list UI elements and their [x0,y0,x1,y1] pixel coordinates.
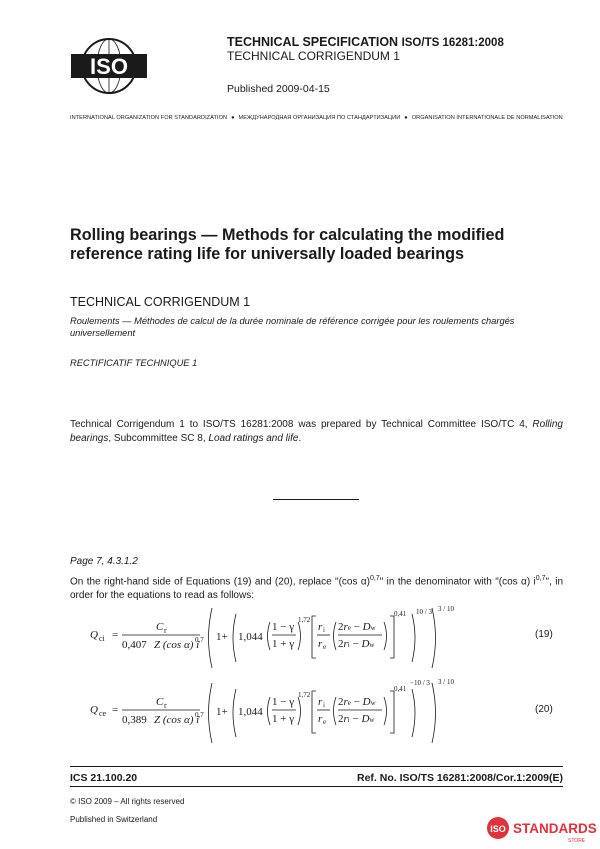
eq20-exp2: 0,41 [394,685,407,693]
svg-text:Z (cos α) i: Z (cos α) i [154,639,200,651]
svg-text:2re − Dw: 2re − Dw [338,696,376,708]
copyright: © ISO 2009 – All rights reserved [70,797,185,806]
eq20-den-coef: 0,389 [122,714,147,726]
svg-text:2ri − Dw: 2ri − Dw [338,638,375,650]
spec-number: ISO/TS 16281:2008 [401,37,504,49]
store-watermark [486,815,598,845]
iso-logo [71,37,147,95]
document-subtitle: TECHNICAL CORRIGENDUM 1 [70,295,251,309]
svg-text:r: r [318,621,323,633]
published-in: Published in Switzerland [70,815,158,824]
eq20-coef: 1,044 [238,706,263,718]
intro-end: . [298,432,302,444]
svg-text:1+: 1+ [216,631,228,643]
eq19-coef: 1,044 [238,631,263,643]
svg-text:1 − γ: 1 − γ [272,696,295,708]
svg-text:i: i [323,701,325,709]
footer-rule-top [70,766,563,767]
eq19-num-sub: r [164,626,167,635]
eq20-exp3: −10 / 3 [410,679,430,687]
svg-text:i: i [323,626,325,634]
svg-text:=: = [112,704,119,716]
eq20-exp4: 3 / 10 [438,678,454,686]
eq19-den-coef: 0,407 [122,639,147,651]
subcommittee-name: Load ratings and life [208,432,299,444]
spec-header [227,35,504,49]
svg-text:e: e [323,718,327,726]
eq19-lhs-sub: ci [99,634,105,643]
svg-text:0,7: 0,7 [195,711,204,719]
footer-rule-bottom [70,786,563,787]
instruction-paragraph [70,572,563,602]
svg-text:=: = [112,629,119,641]
eq19-exp1: 1,72 [298,616,311,624]
svg-text:e: e [323,643,327,651]
logo-text: ISO [90,54,128,79]
french-title: Roulements — Méthodes de calcul de la durée nominale de référence corrigée pour les roulements chargés universellement [70,316,515,338]
store-iso-text: ISO [490,824,506,834]
french-rectificatif: RECTIFICATIF TECHNIQUE 1 [70,358,198,368]
eq20-num-sub: r [164,701,167,710]
eq19-num: C [156,621,164,633]
equation-20-label: (20) [535,704,553,715]
organization-line: INTERNATIONAL ORGANIZATION FOR STANDARDIZATION ● МЕЖДУНАРОДНАЯ ОРГАНИЗАЦИЯ ПО СТАНДАРТИЗАЦИИ ● ORGANISATION INTERNATIONALE DE NORMALISATION [70,115,563,121]
svg-text:1+: 1+ [216,706,228,718]
eq20-num: C [156,696,164,708]
equation-19-label: (19) [535,629,553,640]
corrigendum-label: TECHNICAL CORRIGENDUM 1 [227,49,400,63]
instr-a: On the right-hand side of Equations (19) and (20), replace "(cos α) [70,576,370,588]
org-english: INTERNATIONAL ORGANIZATION FOR STANDARDIZATION [70,115,228,121]
store-sub-text: STORE [568,838,586,844]
document-title: Rolling bearings — Methods for calculating the modified reference rating life for universally loaded bearings [70,226,505,263]
svg-text:2ri − Dw: 2ri − Dw [338,713,375,725]
svg-text:Z (cos α) i: Z (cos α) i [154,714,200,726]
svg-text:1 + γ: 1 + γ [272,638,295,650]
ics-code: ICS 21.100.20 [70,772,138,784]
divider [273,499,359,500]
equation-19 [90,600,540,680]
svg-text:2re − Dw: 2re − Dw [338,621,376,633]
svg-text:r: r [318,638,323,650]
instr-sup1: 0,7 [370,575,380,582]
svg-text:r: r [318,713,323,725]
intro-paragraph [70,418,563,445]
instr-sup2: 0,7 [535,575,546,582]
equation-20 [90,675,540,755]
svg-text:0,7: 0,7 [195,636,204,644]
svg-text:1 − γ: 1 − γ [272,621,295,633]
svg-text:r: r [318,696,323,708]
instr-c: ", in order for the equations to read as follows: [70,576,564,601]
instr-b: " in the denominator with "(cos α) i [379,576,536,588]
org-french: ORGANISATION INTERNATIONALE DE NORMALISATION [411,115,563,121]
spec-label: TECHNICAL SPECIFICATION [227,35,399,49]
eq19-exp4: 3 / 10 [438,605,454,613]
store-text: STANDARDS [513,821,597,836]
committee-name: Rolling bearings [70,419,563,444]
eq20-lhs-sub: ce [99,709,107,718]
published-date: Published 2009-04-15 [227,83,330,95]
intro-text: Technical Corrigendum 1 to ISO/TS 16281:2008 was prepared by Technical Committee ISO/TC 4, [70,419,533,430]
reference-number: Ref. No. ISO/TS 16281:2008/Cor.1:2009(E) [356,772,563,784]
eq19-exp3: 10 / 3 [416,608,432,616]
eq19-exp2: 0,41 [394,610,407,618]
svg-text:1 + γ: 1 + γ [272,713,295,725]
eq19-lhs: Q [90,629,98,641]
eq20-lhs: Q [90,704,98,716]
intro-mid: , Subcommittee SC 8, [108,432,209,444]
eq20-exp1: 1,72 [298,691,311,699]
page-reference: Page 7, 4.3.1.2 [70,556,138,567]
org-russian: МЕЖДУНАРОДНАЯ ОРГАНИЗАЦИЯ ПО СТАНДАРТИЗАЦИИ [238,115,401,121]
